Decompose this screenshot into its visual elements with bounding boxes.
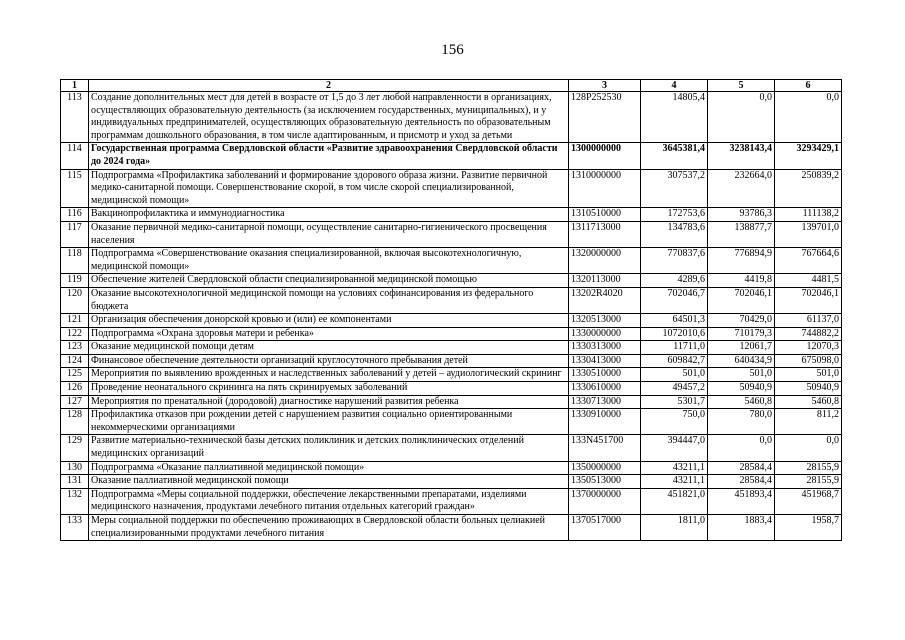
amount-col4-cell: 172753,6 [641,208,708,222]
budget-code-cell: 1310000000 [569,169,641,208]
item-name-cell: Обеспечение жителей Свердловской области специализированной медицинской помощью [89,274,569,288]
column-header: 3 [569,80,641,92]
row-number-cell: 129 [61,435,89,461]
item-name-cell: Профилактика отказов при рождении детей с нарушением развития социально ориентированными некоммерческими организациями [89,409,569,435]
item-name-cell: Развитие материально-технической базы детских поликлиник и детских поликлинических отделений медицинских организаций [89,435,569,461]
item-name-cell: Проведение неонатального скрининга на пять скринируемых заболеваний [89,382,569,396]
row-number-cell: 114 [61,143,89,169]
item-name-cell: Оказание медицинской помощи детям [89,341,569,355]
amount-col4-cell: 134783,6 [641,221,708,247]
budget-code-cell: 1370000000 [569,488,641,514]
row-number-cell: 115 [61,169,89,208]
budget-code-cell: 133N451700 [569,435,641,461]
budget-code-cell: 1320000000 [569,248,641,274]
amount-col6-cell: 28155,9 [775,475,842,489]
column-header: 4 [641,80,708,92]
amount-col4-cell: 49457,2 [641,382,708,396]
budget-code-cell: 1320113000 [569,274,641,288]
amount-col4-cell: 609842,7 [641,354,708,368]
amount-col5-cell: 0,0 [708,435,775,461]
table-row [61,314,842,328]
amount-col6-cell: 50940,9 [775,382,842,396]
amount-col5-cell: 776894,9 [708,248,775,274]
budget-code-cell: 1311713000 [569,221,641,247]
row-number-cell: 132 [61,488,89,514]
budget-code-cell: 1350513000 [569,475,641,489]
amount-col6-cell: 767664,6 [775,248,842,274]
row-number-cell: 121 [61,314,89,328]
item-name-cell: Создание дополнительных мест для детей в возрасте от 1,5 до 3 лет любой направленности в организациях, осуществляющих образовательную деятельность (за исключением государственных, муниципальных), и у индивидуальных предпринимателей, осуществляющих образовательную деятельность по образовательным программам дошкольного образования, в том числе адаптированным, и присмотр и уход за детьми [89,92,569,143]
row-number-cell: 131 [61,475,89,489]
amount-col4-cell: 1811,0 [641,515,708,541]
row-number-cell: 123 [61,341,89,355]
item-name-cell: Организация обеспечения донорской кровью и (или) ее компонентами [89,314,569,328]
amount-col4-cell: 4289,6 [641,274,708,288]
amount-col5-cell: 3238143,4 [708,143,775,169]
table-row [61,368,842,382]
row-number-cell: 119 [61,274,89,288]
budget-table [60,79,842,541]
table-row [61,221,842,247]
table-row [61,515,842,541]
column-header: 1 [61,80,89,92]
row-number-cell: 122 [61,327,89,341]
budget-code-cell: 1330910000 [569,409,641,435]
table-row [61,409,842,435]
amount-col4-cell: 11711,0 [641,341,708,355]
budget-code-cell: 1310510000 [569,208,641,222]
amount-col5-cell: 93786,3 [708,208,775,222]
item-name-cell: Оказание высокотехнологичной медицинской помощи на условиях софинансирования из федерального бюджета [89,287,569,313]
amount-col4-cell: 43211,1 [641,461,708,475]
amount-col5-cell: 5460,8 [708,395,775,409]
amount-col4-cell: 1072010,6 [641,327,708,341]
row-number-cell: 125 [61,368,89,382]
row-number-cell: 117 [61,221,89,247]
amount-col6-cell: 4481,5 [775,274,842,288]
budget-code-cell: 1330313000 [569,341,641,355]
table-row [61,382,842,396]
amount-col6-cell: 111138,2 [775,208,842,222]
amount-col6-cell: 702046,1 [775,287,842,313]
row-number-cell: 126 [61,382,89,396]
budget-code-cell: 1300000000 [569,143,641,169]
item-name-cell: Подпрограмма «Профилактика заболеваний и формирование здорового образа жизни. Развитие первичной медико-санитарной помощи. Совершенствование скорой, в том числе скорой специализированной, медицинской помощи» [89,169,569,208]
amount-col5-cell: 1883,4 [708,515,775,541]
amount-col6-cell: 28155,9 [775,461,842,475]
budget-code-cell: 1330713000 [569,395,641,409]
row-number-cell: 120 [61,287,89,313]
item-name-cell: Оказание первичной медико-санитарной помощи, осуществление санитарно-гигиенического просвещения населения [89,221,569,247]
column-header: 2 [89,80,569,92]
item-name-cell: Подпрограмма «Меры социальной поддержки, обеспечение лекарственными препаратами, изделиями медицинского назначения, продуктами лечебного питания отдельных категорий граждан» [89,488,569,514]
row-number-cell: 128 [61,409,89,435]
table-row [61,92,842,143]
amount-col5-cell: 4419,8 [708,274,775,288]
amount-col4-cell: 770837,6 [641,248,708,274]
page-number: 156 [441,42,464,58]
table-row [61,354,842,368]
amount-col6-cell: 5460,8 [775,395,842,409]
amount-col4-cell: 501,0 [641,368,708,382]
amount-col6-cell: 451968,7 [775,488,842,514]
amount-col5-cell: 70429,0 [708,314,775,328]
table-row [61,435,842,461]
column-header: 6 [775,80,842,92]
table-row [61,327,842,341]
amount-col4-cell: 14805,4 [641,92,708,143]
budget-code-cell: 1320513000 [569,314,641,328]
amount-col6-cell: 1958,7 [775,515,842,541]
row-number-cell: 116 [61,208,89,222]
amount-col5-cell: 12061,7 [708,341,775,355]
amount-col6-cell: 0,0 [775,435,842,461]
table-row [61,395,842,409]
amount-col5-cell: 232664,0 [708,169,775,208]
table-row [61,475,842,489]
table-row [61,248,842,274]
amount-col5-cell: 28584,4 [708,475,775,489]
amount-col5-cell: 138877,7 [708,221,775,247]
budget-code-cell: 128P252530 [569,92,641,143]
amount-col4-cell: 702046,7 [641,287,708,313]
item-name-cell: Мероприятия по выявлению врожденных и наследственных заболеваний у детей – аудиологический скрининг [89,368,569,382]
item-name-cell: Подпрограмма «Совершенствование оказания специализированной, включая высокотехнологичную, медицинской помощи» [89,248,569,274]
amount-col6-cell: 0,0 [775,92,842,143]
amount-col4-cell: 750,0 [641,409,708,435]
item-name-cell: Государственная программа Свердловской области «Развитие здравоохранения Свердловской области до 2024 года» [89,143,569,169]
row-number-cell: 127 [61,395,89,409]
amount-col5-cell: 702046,1 [708,287,775,313]
budget-code-cell: 1330000000 [569,327,641,341]
table-row [61,287,842,313]
item-name-cell: Финансовое обеспечение деятельности организаций круглосуточного пребывания детей [89,354,569,368]
amount-col5-cell: 0,0 [708,92,775,143]
table-body [61,92,842,541]
amount-col6-cell: 811,2 [775,409,842,435]
item-name-cell: Мероприятия по пренатальной (дородовой) диагностике нарушений развития ребенка [89,395,569,409]
table-row [61,488,842,514]
table-row [61,461,842,475]
table-header-row [61,80,842,92]
amount-col5-cell: 640434,9 [708,354,775,368]
budget-code-cell: 13202R4020 [569,287,641,313]
amount-col5-cell: 50940,9 [708,382,775,396]
row-number-cell: 124 [61,354,89,368]
row-number-cell: 133 [61,515,89,541]
amount-col4-cell: 5301,7 [641,395,708,409]
amount-col6-cell: 3293429,1 [775,143,842,169]
row-number-cell: 130 [61,461,89,475]
item-name-cell: Подпрограмма «Оказание паллиативной медицинской помощи» [89,461,569,475]
amount-col6-cell: 61137,0 [775,314,842,328]
item-name-cell: Подпрограмма «Охрана здоровья матери и ребенка» [89,327,569,341]
amount-col5-cell: 710179,3 [708,327,775,341]
amount-col4-cell: 307537,2 [641,169,708,208]
budget-code-cell: 1330610000 [569,382,641,396]
amount-col5-cell: 451893,4 [708,488,775,514]
row-number-cell: 118 [61,248,89,274]
table-row [61,208,842,222]
item-name-cell: Вакцинопрофилактика и иммунодиагностика [89,208,569,222]
amount-col6-cell: 675098,0 [775,354,842,368]
budget-code-cell: 1330413000 [569,354,641,368]
budget-code-cell: 1350000000 [569,461,641,475]
amount-col4-cell: 43211,1 [641,475,708,489]
amount-col6-cell: 744882,2 [775,327,842,341]
amount-col5-cell: 780,0 [708,409,775,435]
amount-col4-cell: 3645381,4 [641,143,708,169]
table-row [61,341,842,355]
amount-col6-cell: 250839,2 [775,169,842,208]
amount-col6-cell: 139701,0 [775,221,842,247]
item-name-cell: Меры социальной поддержки по обеспечению проживающих в Свердловской области больных целиакией специализированными продуктами лечебного питания [89,515,569,541]
budget-code-cell: 1330510000 [569,368,641,382]
amount-col6-cell: 501,0 [775,368,842,382]
table-row [61,169,842,208]
amount-col4-cell: 64501,3 [641,314,708,328]
column-header: 5 [708,80,775,92]
item-name-cell: Оказание паллиативной медицинской помощи [89,475,569,489]
amount-col5-cell: 28584,4 [708,461,775,475]
amount-col5-cell: 501,0 [708,368,775,382]
table-row [61,143,842,169]
amount-col4-cell: 451821,0 [641,488,708,514]
amount-col4-cell: 394447,0 [641,435,708,461]
amount-col6-cell: 12070,3 [775,341,842,355]
row-number-cell: 113 [61,92,89,143]
table-row [61,274,842,288]
budget-code-cell: 1370517000 [569,515,641,541]
